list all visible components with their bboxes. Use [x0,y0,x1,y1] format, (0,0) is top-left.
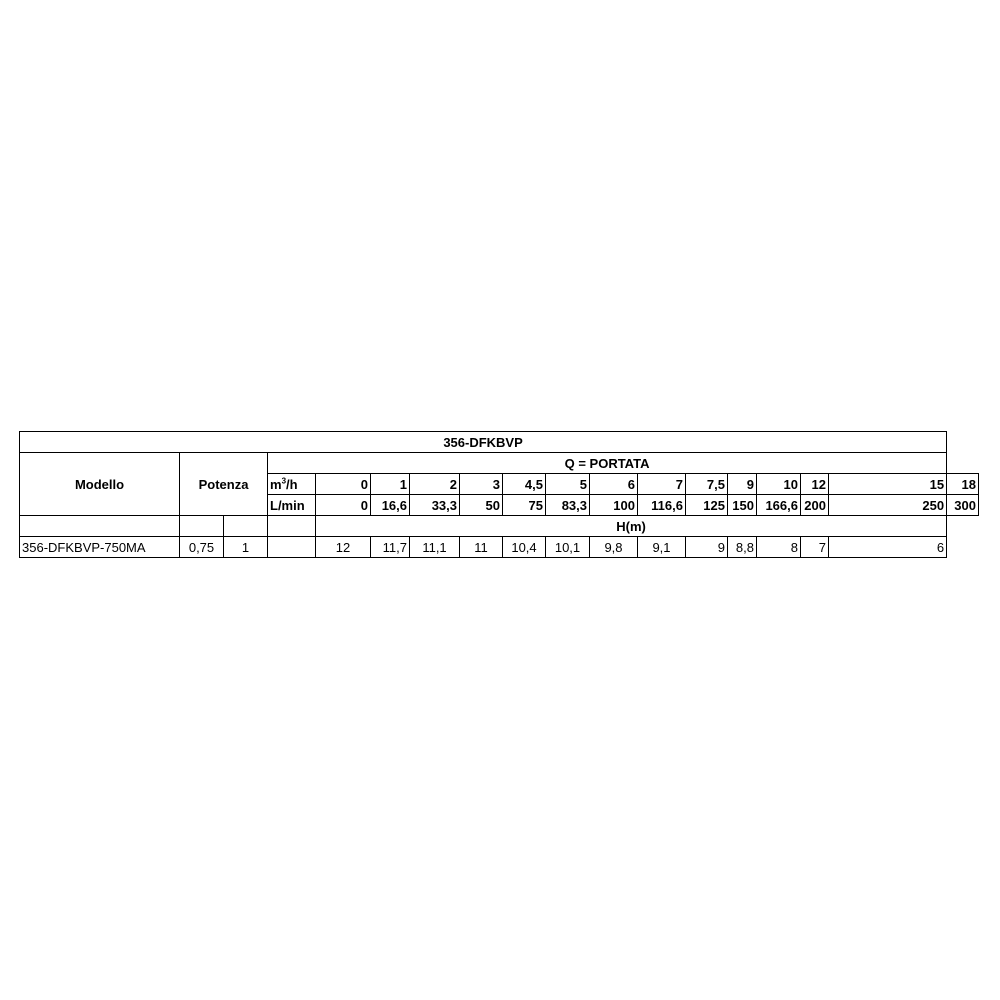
flow-m3h-cell: 5 [546,474,590,495]
head-cell: 10,4 [503,537,546,558]
head-cell: 9 [686,537,728,558]
lmin-unit: L/min [268,495,316,516]
empty-cell [224,516,268,537]
head-cell: 9,1 [638,537,686,558]
empty-cell [180,516,224,537]
flow-m3h-cell: 18 [947,474,979,495]
flow-m3h-cell: 6 [590,474,638,495]
flow-header: Q = PORTATA [268,453,947,474]
flow-lmin-cell: 300 [947,495,979,516]
flow-m3h-cell: 15 [829,474,947,495]
head-cell: 11,1 [410,537,460,558]
flow-lmin-cell: 150 [728,495,757,516]
spec-sheet [19,431,979,558]
empty-cell [268,537,316,558]
flow-m3h-cell: 9 [728,474,757,495]
head-cell: 11,7 [371,537,410,558]
flow-m3h-cell: 7,5 [686,474,728,495]
flow-lmin-cell: 0 [316,495,371,516]
head-label: H(m) [316,516,947,537]
flow-lmin-cell: 33,3 [410,495,460,516]
hp-cell: 1 [224,537,268,558]
kw-cell: 0,75 [180,537,224,558]
head-cell: 7 [801,537,829,558]
pump-performance-table [19,431,979,558]
flow-lmin-cell: 50 [460,495,503,516]
flow-lmin-cell: 16,6 [371,495,410,516]
title-row [20,432,979,453]
flow-lmin-cell: 100 [590,495,638,516]
flow-m3h-cell: 2 [410,474,460,495]
header-row [20,453,979,474]
m3h-unit: $m^3/h$ [268,474,316,495]
flow-lmin-cell: 116,6 [638,495,686,516]
flow-m3h-cell: 7 [638,474,686,495]
flow-m3h-cell: 1 [371,474,410,495]
flow-lmin-cell: 166,6 [757,495,801,516]
table-row [20,537,979,558]
model-header: Modello [20,453,180,516]
empty-cell [20,516,180,537]
flow-m3h-cell: 4,5 [503,474,546,495]
head-cell: 12 [316,537,371,558]
table-title: 356-DFKBVP [20,432,947,453]
power-header: Potenza [180,453,268,516]
head-cell: 6 [829,537,947,558]
head-cell: 8 [757,537,801,558]
flow-m3h-cell: 10 [757,474,801,495]
flow-lmin-cell: 250 [829,495,947,516]
flow-lmin-cell: 83,3 [546,495,590,516]
flow-m3h-cell: 3 [460,474,503,495]
model-cell: 356-DFKBVP-750MA [20,537,180,558]
head-cell: 10,1 [546,537,590,558]
flow-m3h-cell: 0 [316,474,371,495]
empty-cell [268,516,316,537]
head-label-row [20,516,979,537]
head-cell: 11 [460,537,503,558]
flow-m3h-cell: 12 [801,474,829,495]
flow-lmin-cell: 125 [686,495,728,516]
head-cell: 9,8 [590,537,638,558]
flow-lmin-cell: 75 [503,495,546,516]
head-cell: 8,8 [728,537,757,558]
flow-lmin-cell: 200 [801,495,829,516]
